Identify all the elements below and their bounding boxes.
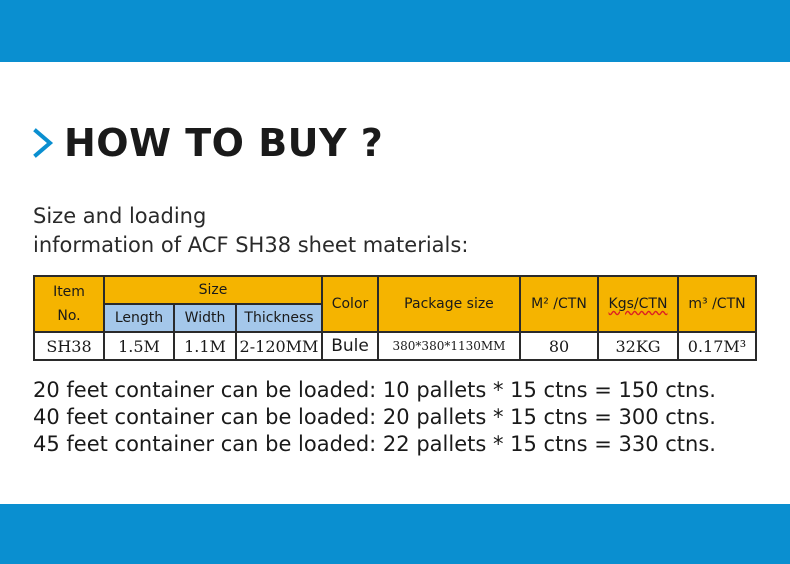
top-banner [0,0,790,62]
loading-line-20ft: 20 feet container can be loaded: 10 pallets * 15 ctns = 150 ctns. [33,378,716,402]
header-kgs-ctn [598,276,678,332]
header-color: Color [322,276,378,332]
header-width: Width [174,304,236,332]
table-row [34,332,756,360]
header-package-size: Package size [378,276,520,332]
container-loading-info [33,377,716,458]
cell-m3-ctn: 0.17M³ [678,332,756,360]
intro-line-1: Size and loading [33,204,207,228]
cell-item-no: SH38 [34,332,104,360]
cell-kgs-ctn: 32KG [598,332,678,360]
header-item-line1: Item [53,284,85,300]
header-item-no [34,276,104,332]
bottom-banner [0,504,790,564]
cell-length: 1.5M [104,332,174,360]
cell-width: 1.1M [174,332,236,360]
cell-color: Bule [322,332,378,360]
section-heading [32,118,383,168]
cell-thickness: 2-120MM [236,332,322,360]
header-length: Length [104,304,174,332]
chevron-right-icon [32,125,56,161]
cell-m2-ctn: 80 [520,332,598,360]
header-m2-ctn: M² /CTN [520,276,598,332]
header-size: Size [104,276,322,304]
loading-line-45ft: 45 feet container can be loaded: 22 pallets * 15 ctns = 330 ctns. [33,432,716,456]
header-m3-ctn: m³ /CTN [678,276,756,332]
loading-line-40ft: 40 feet container can be loaded: 20 pallets * 15 ctns = 300 ctns. [33,405,716,429]
spec-table [33,275,757,361]
header-kgs-ctn-label: Kgs/CTN [608,296,668,312]
page-title: HOW TO BUY ? [64,121,384,165]
intro-text [33,202,468,260]
header-item-line2: No. [57,308,81,324]
cell-package-size: 380*380*1130MM [378,332,520,360]
header-thickness: Thickness [236,304,322,332]
intro-line-2: information of ACF SH38 sheet materials: [33,233,469,257]
